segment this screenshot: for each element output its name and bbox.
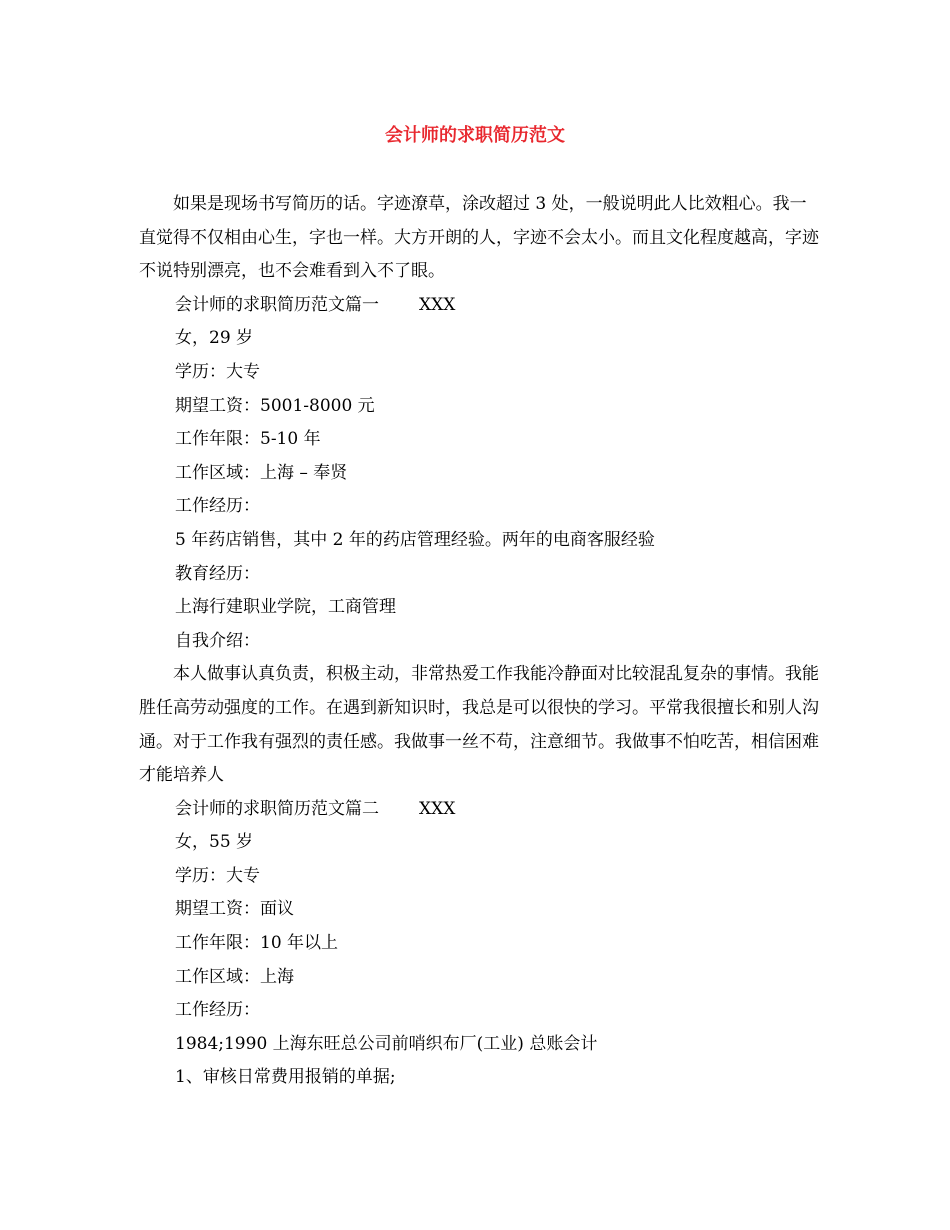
resume1-edu-label: 教育经历： <box>175 563 260 584</box>
intro-paragraph: 如果是现场书写简历的话。字迹潦草，涂改超过 3 处，一般说明此人比效粗心。我一直觉得不仅相由心生，字也一样。大方开朗的人，字迹不会太小。而且文化程度越高，字迹不说特别漂亮，也不会难看到入不了眼。 <box>139 194 819 282</box>
document-title: 会计师的求职简历范文 <box>385 125 565 146</box>
resume2-name: XXX <box>419 798 456 819</box>
resume1-self-label: 自我介绍： <box>175 630 260 651</box>
resume1-area: 工作区域：上海 – 奉贤 <box>175 462 348 483</box>
resume2-work2: 1、审核日常费用报销的单据; <box>175 1067 396 1088</box>
resume1-salary: 期望工资：5001-8000 元 <box>175 395 375 416</box>
resume2-heading-text: 会计师的求职简历范文篇二 <box>175 798 379 819</box>
resume2-area: 工作区域：上海 <box>175 966 294 987</box>
resume1-work-label: 工作经历： <box>175 496 260 517</box>
resume2-heading <box>139 793 819 827</box>
resume1-name: XXX <box>419 294 456 315</box>
resume2-work-label: 工作经历： <box>175 1000 260 1021</box>
resume1-heading <box>139 289 819 323</box>
resume2-gender-age: 女，55 岁 <box>175 832 254 853</box>
resume2-education: 学历：大专 <box>175 865 260 886</box>
resume2-years: 工作年限：10 年以上 <box>175 933 339 954</box>
resume1-self: 本人做事认真负责，积极主动，非常热爱工作我能冷静面对比较混乱复杂的事情。我能胜任高劳动强度的工作。在遇到新知识时，我总是可以很快的学习。平常我很擅长和别人沟通。对于工作我有强烈的责任感。我做事一丝不苟，注意细节。我做事不怕吃苦，相信困难才能培养人 <box>139 664 819 786</box>
resume2-work1: 1984;1990 上海东旺总公司前哨织布厂(工业) 总账会计 <box>175 1033 598 1054</box>
resume1-work: 5 年药店销售，其中 2 年的药店管理经验。两年的电商客服经验 <box>175 529 655 550</box>
resume2-salary: 期望工资：面议 <box>175 899 294 920</box>
resume1-education: 学历：大专 <box>175 361 260 382</box>
resume1-edu: 上海行建职业学院，工商管理 <box>175 597 396 618</box>
document-body <box>139 188 819 1095</box>
resume1-gender-age: 女，29 岁 <box>175 328 254 349</box>
resume1-heading-text: 会计师的求职简历范文篇一 <box>175 294 379 315</box>
resume1-years: 工作年限：5-10 年 <box>175 429 321 450</box>
